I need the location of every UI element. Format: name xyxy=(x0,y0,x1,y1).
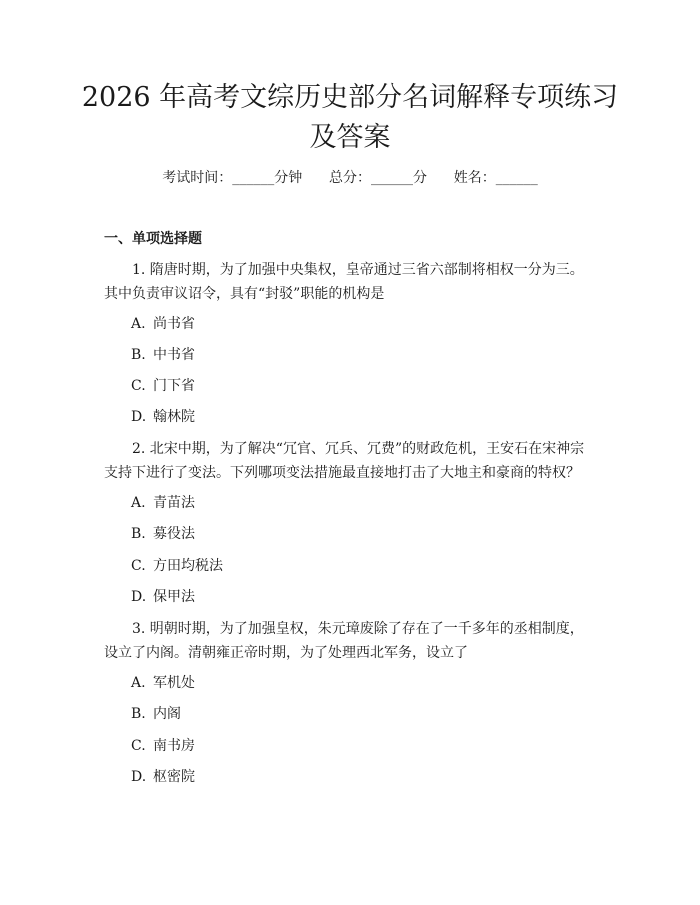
question-1-option-d xyxy=(131,407,195,427)
option-letter: B. xyxy=(131,706,146,722)
question-3-option-c xyxy=(131,736,195,756)
option-text: 内阁 xyxy=(153,706,181,722)
option-text: 门下省 xyxy=(153,378,195,394)
title-line-2: 及答案 xyxy=(309,122,391,153)
option-text: 军机处 xyxy=(153,675,195,691)
option-letter: D. xyxy=(131,769,147,785)
exam-meta-line: 考试时间：______分钟 总分：______分 姓名：______ xyxy=(162,170,538,186)
option-text: 中书省 xyxy=(153,347,195,363)
option-letter: A. xyxy=(131,316,146,332)
option-text: 南书房 xyxy=(153,738,195,754)
title-line-1: 2026 年高考文综历史部分名词解释专项练习 xyxy=(81,82,619,113)
option-text: 保甲法 xyxy=(153,589,195,605)
question-3-option-a xyxy=(131,673,195,693)
question-2-option-d xyxy=(131,587,195,607)
option-letter: C. xyxy=(131,378,146,394)
option-text: 枢密院 xyxy=(153,769,195,785)
question-stem-3: 3. 明朝时期，为了加强皇权，朱元璋废除了存在了一千多年的丞相制度，设立了内阁。清朝雍正帝时期，为了处理西北军务，设立了 xyxy=(104,621,584,661)
question-2-option-c xyxy=(131,556,223,576)
question-3-option-b xyxy=(131,704,181,724)
option-letter: B. xyxy=(131,526,146,542)
option-text: 翰林院 xyxy=(153,409,195,425)
option-text: 尚书省 xyxy=(153,316,195,332)
question-1-option-b xyxy=(131,345,195,365)
document-title xyxy=(60,78,640,158)
question-1-option-c xyxy=(131,376,195,396)
option-letter: A. xyxy=(131,675,146,691)
option-letter: C. xyxy=(131,738,146,754)
option-text: 方田均税法 xyxy=(153,558,223,574)
option-text: 募役法 xyxy=(153,526,195,542)
question-1-option-a xyxy=(131,314,195,334)
section-title: 一、单项选择题 xyxy=(104,231,202,247)
question-2-option-a xyxy=(131,493,195,513)
option-letter: C. xyxy=(131,558,146,574)
question-3-option-d xyxy=(131,767,195,787)
option-letter: B. xyxy=(131,347,146,363)
option-letter: D. xyxy=(131,409,147,425)
question-stem-2: 2. 北宋中期，为了解决“冗官、冗兵、冗费”的财政危机，王安石在宋神宗支持下进行了变法。下列哪项变法措施最直接地打击了大地主和豪商的特权？ xyxy=(104,441,585,481)
option-letter: A. xyxy=(131,495,146,511)
question-2-option-b xyxy=(131,524,195,544)
option-letter: D. xyxy=(131,589,147,605)
option-text: 青苗法 xyxy=(153,495,195,511)
question-stem-1: 1. 隋唐时期，为了加强中央集权，皇帝通过三省六部制将相权一分为三。其中负责审议诏令，具有“封驳”职能的机构是 xyxy=(104,262,584,302)
